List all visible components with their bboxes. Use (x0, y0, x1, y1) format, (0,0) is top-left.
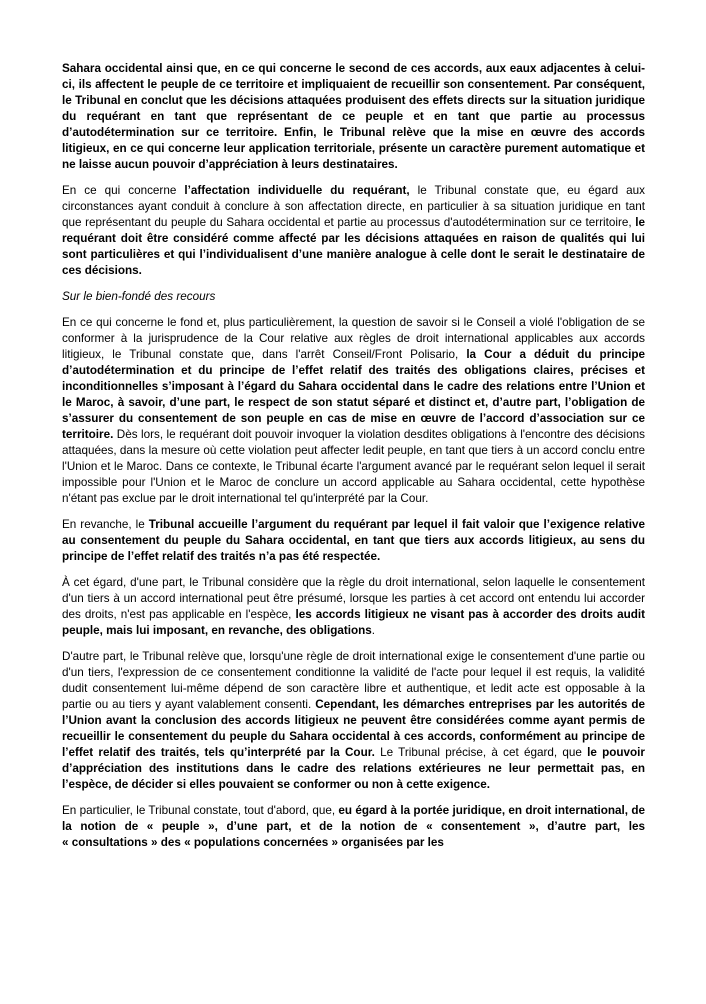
text-run-regular: En ce qui concerne le fond et, plus particulièrement, la question de savoir si le Conseil a violé l'obligation de se conformer à la jurisprudence de la Cour relative aux règles de droit international applicables aux accords litigieux, le Tribunal constate que, dans l'arrêt Conseil/Front Polisario, (62, 316, 645, 361)
text-run-bold: eu égard à la portée juridique, en droit international, de la notion de « peuple », d’une part, et de la notion de « consentement », d’autre part, les « consultations » des « populations concernées » organisées par les (62, 804, 645, 849)
text-run-regular: En revanche, le (62, 518, 149, 531)
text-run-bold: Sahara occidental ainsi que, en ce qui concerne le second de ces accords, aux eaux adjacentes à celui-ci, ils affectent le peuple de ce territoire et impliquaient de recueillir son consentement. Par conséquent, le Tribunal en conclut que les décisions attaquées produisent des effets directs sur la situation juridique du requérant en tant que représentant de ce peuple et en tant que partie au processus d’autodétermination sur ce territoire. Enfin, le Tribunal relève que la mise en œuvre des accords litigieux, en ce qui concerne leur application territoriale, présente un caractère purement automatique et ne laisse aucun pouvoir d’appréciation à leurs destinataires. (62, 62, 645, 171)
paragraph (62, 575, 645, 639)
text-run-regular: À cet égard, d'une part, le Tribunal considère que la règle du droit international, selon laquelle le consentement d'un tiers à un accord international peut être présumé, lorsque les parties à cet accord ont entendu lui accorder des droits, n'est pas applicable en l'espèce, (62, 576, 645, 621)
paragraph (62, 315, 645, 507)
text-run-bold: le pouvoir d’appréciation des institutions dans le cadre des relations extérieures ne leur permettait pas, en l’espèce, de décider si elles pouvaient se conformer ou non à cette exigence. (62, 746, 645, 791)
text-run-bold: les accords litigieux ne visant pas à accorder des droits audit peuple, mais lui imposant, en revanche, des obligations (62, 608, 645, 637)
text-run-bold: Cependant, les démarches entreprises par les autorités de l’Union avant la conclusion des accords litigieux ne peuvent être considérées comme ayant permis de recueillir le consentement du peuple du Sahara occidental à ces accords, conformément au principe de l’effet relatif des traités, tels qu’interprété par la Cour. (62, 698, 646, 759)
text-run-regular: Le Tribunal précise, à cet égard, que (374, 746, 588, 759)
text-run-bold: Tribunal accueille l’argument du requérant par lequel il fait valoir que l’exigence relative au consentement du peuple du Sahara occidental, en tant que tiers aux accords litigieux, au sens du principe de l’effet relatif des traités n’a pas été respectée. (62, 518, 645, 563)
paragraph (62, 649, 645, 793)
text-run-bold: la Cour a déduit du principe d’autodétermination et du principe de l’effet relatif des traités des obligations claires, précises et inconditionnelles s’imposant à l’égard du Sahara occidental dans le cadre des relations entre l’Union et le Maroc, à savoir, d’une part, le respect de son statut séparé et distinct et, d’autre part, l’obligation de s’assurer du consentement de son peuple en cas de mise en œuvre de l’accord d’association sur ce territoire. (62, 348, 646, 441)
paragraph (62, 61, 645, 173)
paragraph (62, 183, 645, 279)
text-run-regular: Dès lors, le requérant doit pouvoir invoquer la violation desdites obligations à l'encontre des décisions attaquées, dans la mesure où cette violation peut affecter ledit peuple, en tant que tiers à un accord conclu entre l'Union et le Maroc. Dans ce contexte, le Tribunal écarte l'argument avancé par le requérant selon lequel il serait impossible pour l'Union et le Maroc de conclure un accord applicable au Sahara occidental, cette hypothèse n'étant pas exclue par le droit international tel qu'interprété par la Cour. (62, 428, 645, 505)
text-run-regular: En particulier, le Tribunal constate, tout d'abord, que, (62, 804, 339, 817)
paragraph (62, 803, 645, 851)
paragraph (62, 517, 645, 565)
text-run-bold: l’affectation individuelle du requérant, (184, 184, 410, 197)
text-run-italic: Sur le bien-fondé des recours (62, 290, 216, 303)
text-run-bold: le requérant doit être considéré comme affecté par les décisions attaquées en raison de qualités qui lui sont particulières et qui l’individualisent d’une manière analogue à celle dont le serait le destinataire de ces décisions. (62, 216, 645, 277)
section-heading (62, 289, 645, 305)
document-body (62, 61, 645, 861)
text-run-regular: En ce qui concerne (62, 184, 185, 197)
text-run-regular: D'autre part, le Tribunal relève que, lorsqu'une règle de droit international exige le consentement d'une partie ou d'un tiers, l'expression de ce consentement conditionne la validité de l'acte pour lequel il est requis, la validité dudit consentement lui-même dépend de son caractère libre et authentique, et ledit acte est opposable à la partie ou au tiers y ayant valablement consenti. (62, 650, 645, 711)
text-run-regular: le Tribunal constate que, eu égard aux circonstances ayant conduit à conclure à son affectation directe, en particulier à sa situation juridique en tant que représentant du peuple du Sahara occidental et partie au processus d'autodétermination sur ce territoire, (62, 184, 646, 229)
text-run-regular: . (371, 624, 376, 637)
